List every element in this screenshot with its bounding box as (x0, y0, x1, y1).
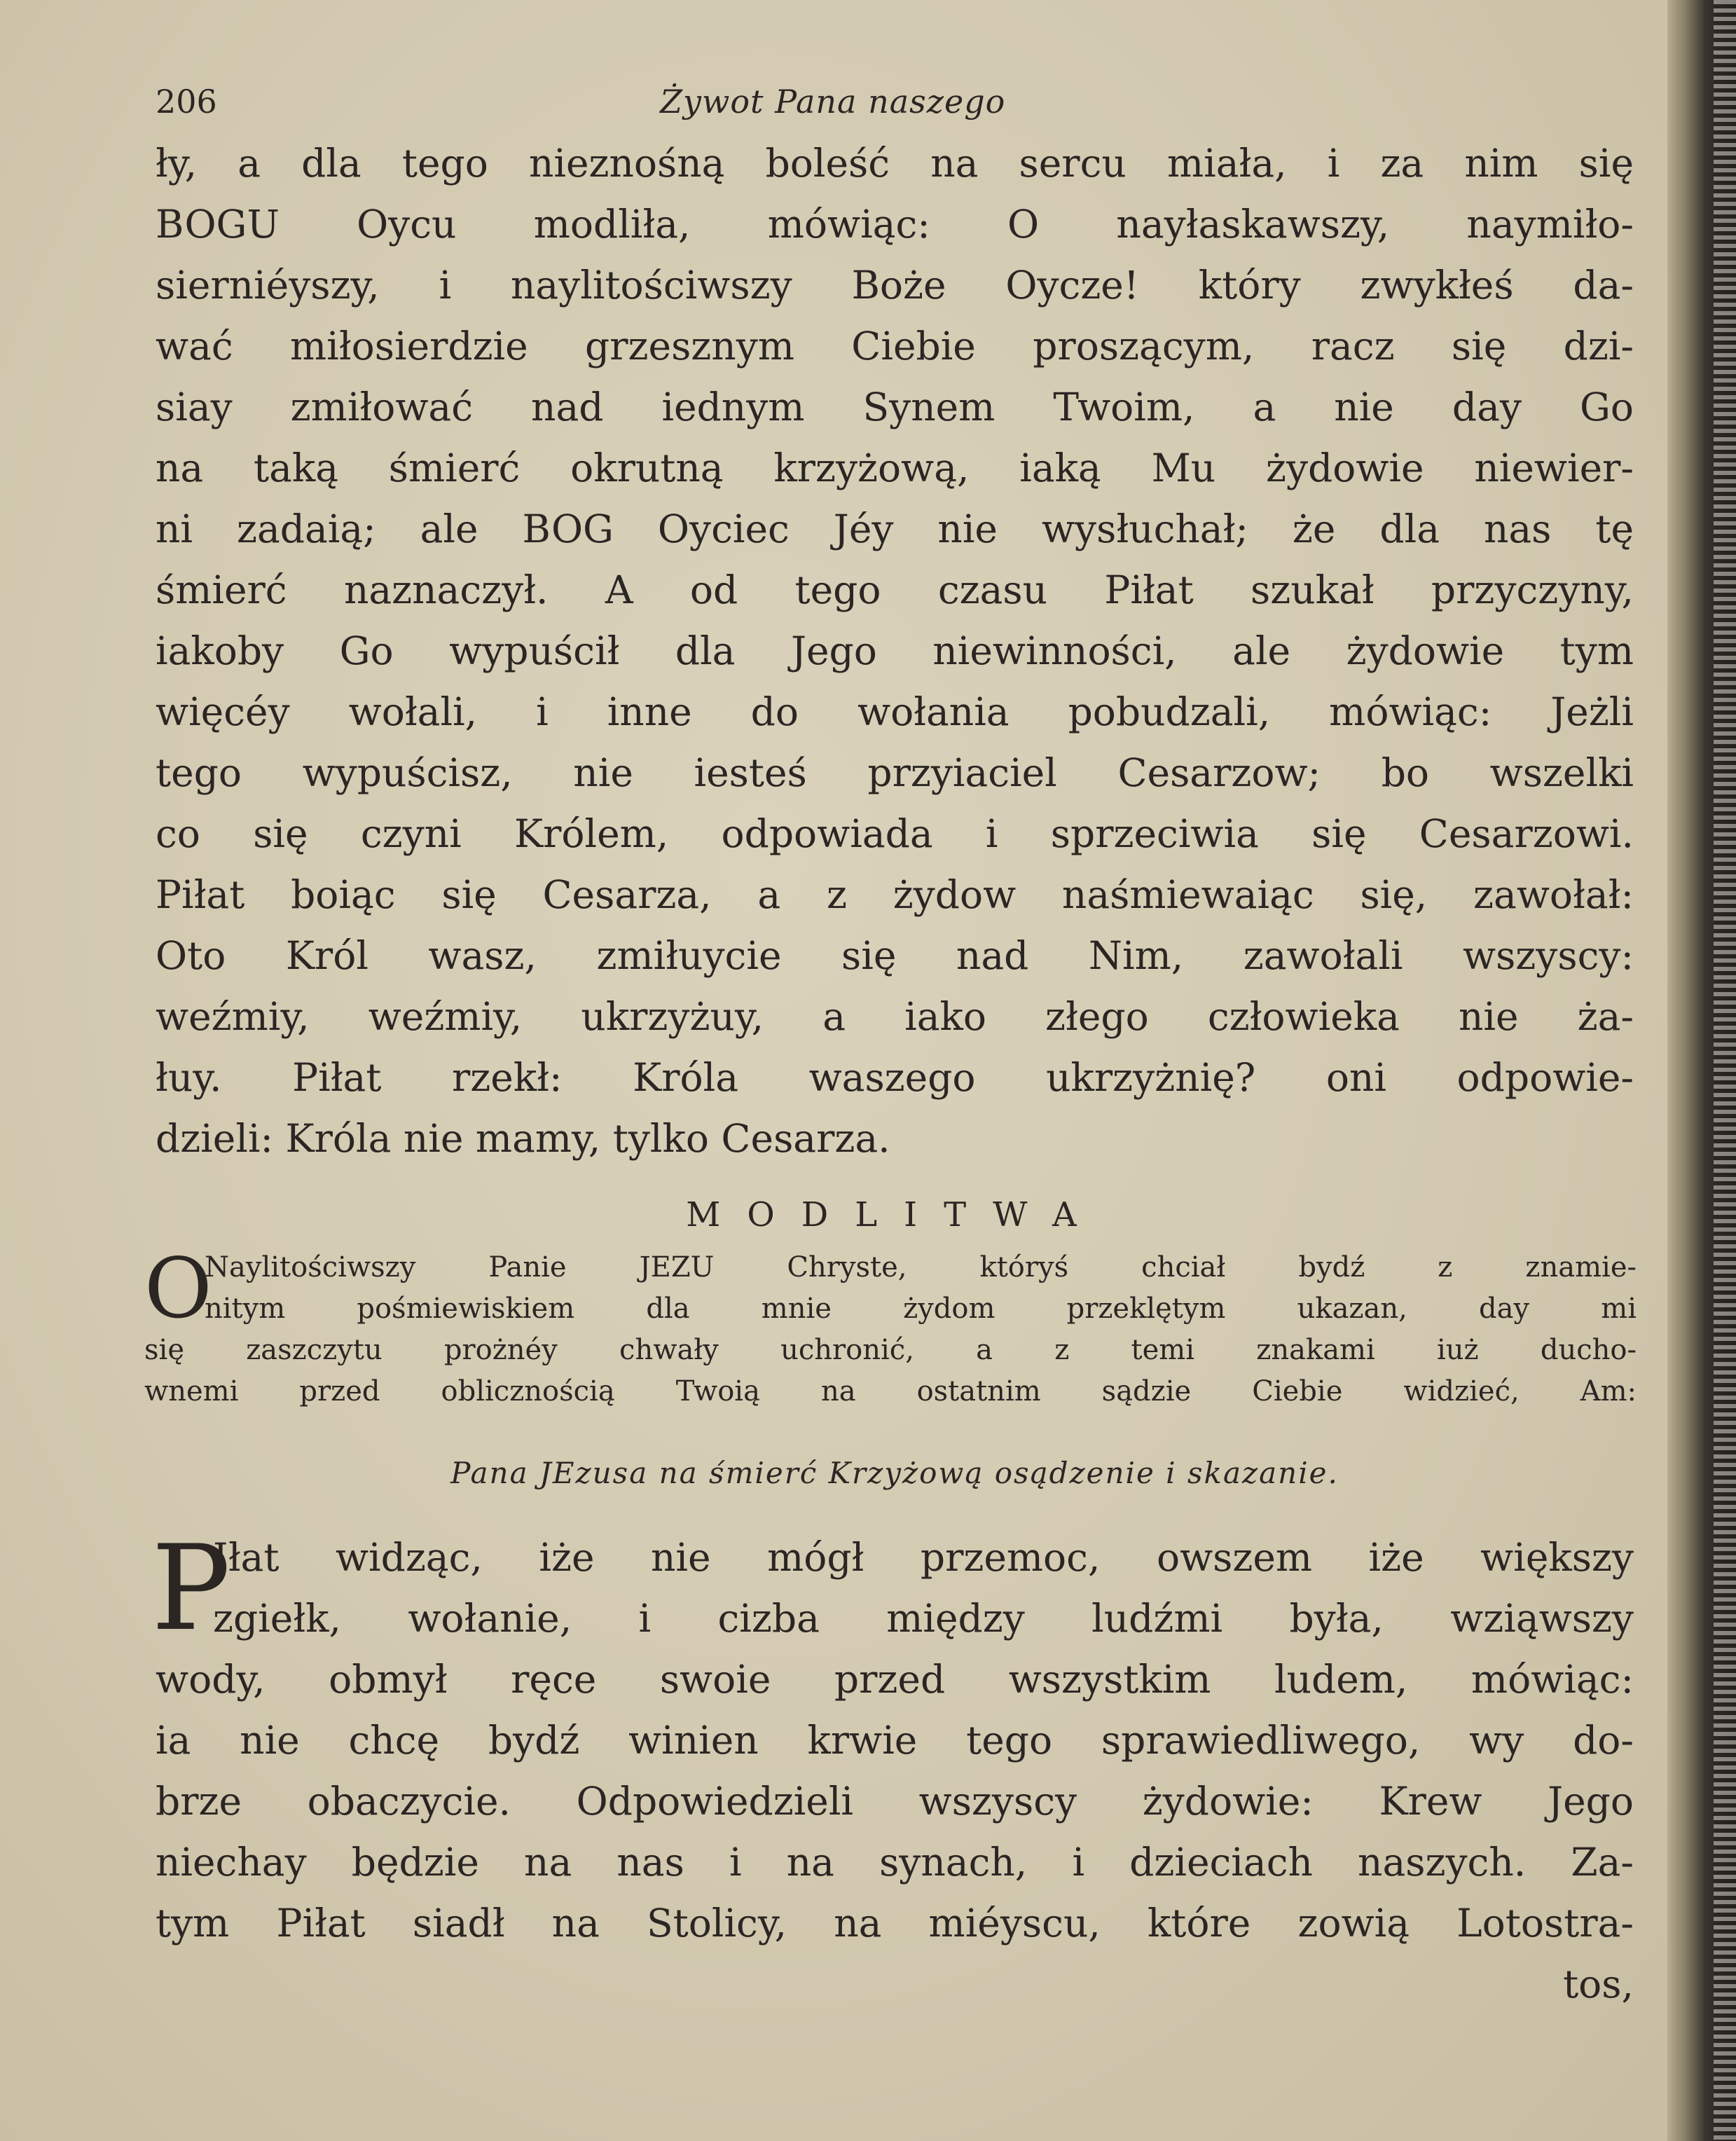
text-line: weźmiy, weźmiy, ukrzyżuy, a iako złego człowieka nie ża- (156, 994, 1634, 1039)
text-line: iakoby Go wypuścił dla Jego niewinności, ale żydowie tym (156, 628, 1634, 673)
text-line: sierniéyszy, i naylitościwszy Boże Oycze! który zwykłeś da- (156, 263, 1634, 308)
text-line: tego wypuścisz, nie iesteś przyiaciel Cesarzow; bo wszelki (156, 750, 1634, 795)
text-line: dzieli: Króla nie mamy, tylko Cesarza. (156, 1116, 890, 1161)
text-line: na taką śmierć okrutną krzyżową, iaką Mu żydowie niewier- (156, 446, 1634, 490)
text-line: zgiełk, wołanie, i cizba między ludźmi była, wziąwszy (213, 1596, 1634, 1641)
running-head: Żywot Pana naszego (660, 83, 1006, 121)
page-number: 206 (156, 83, 217, 121)
text-line: śmierć naznaczył. A od tego czasu Piłat szukał przyczyny, (156, 567, 1634, 612)
text-line: co się czyni Królem, odpowiada i sprzeciwia się Cesarzowi. (156, 811, 1634, 856)
text-line: Piłat boiąc się Cesarza, a z żydow naśmiewaiąc się, zawołał: (156, 872, 1634, 917)
text-line: wać miłosierdzie grzesznym Ciebie proszącym, racz się dzi- (156, 324, 1634, 369)
text-line: ia nie chcę bydź winien krwie tego sprawiedliwego, wy do- (156, 1718, 1634, 1763)
prayer-line: się zaszczytu prożnéy chwały uchronić, a z temi znakami iuż ducho- (144, 1334, 1637, 1366)
text-line: wody, obmył ręce swoie przed wszystkim ludem, mówiąc: (156, 1657, 1634, 1702)
prayer-line: Naylitościwszy Panie JEZU Chryste, któryś chciał bydź z znamie- (205, 1251, 1637, 1283)
paragraph-2 (151, 1520, 1634, 2015)
section-subheading: Pana JEzusa na śmierć Krzyżową osądzenie i skazanie. (450, 1456, 1339, 1490)
prayer-text (144, 1240, 1637, 1412)
prayer-line: nitym pośmiewiskiem dla mnie żydom przeklętym ukazan, day mi (205, 1293, 1637, 1325)
text-line: więcéy wołali, i inne do wołania pobudzali, mówiąc: Jeżli (156, 689, 1634, 734)
text-line: łuy. Piłat rzekł: Króla waszego ukrzyżnię? oni odpowie- (156, 1055, 1634, 1100)
prayer-heading: MODLITWA (686, 1195, 1103, 1234)
text-line: brze obaczycie. Odpowiedzieli wszyscy żydowie: Krew Jego (156, 1779, 1634, 1824)
drop-cap-o: O (144, 1240, 212, 1337)
text-line: Iłat widząc, iże nie mógł przemoc, owszem iże większy (213, 1535, 1634, 1580)
text-line: ni zadaią; ale BOG Oyciec Jéy nie wysłuchał; że dla nas tę (156, 507, 1634, 551)
paragraph-1 (156, 133, 1634, 1169)
prayer-line: wnemi przed oblicznością Twoią na ostatnim sądzie Ciebie widzieć, Am: (144, 1375, 1637, 1407)
text-line: niechay będzie na nas i na synach, i dzieciach naszych. Za- (156, 1840, 1634, 1885)
drop-cap-p: P (151, 1520, 231, 1657)
text-line: ły, a dla tego nieznośną boleść na sercu miała, i za nim się (156, 141, 1634, 186)
text-line: Oto Król wasz, zmiłuycie się nad Nim, zawołali wszyscy: (156, 933, 1634, 978)
page-header (156, 83, 1634, 132)
binding-edge (1714, 0, 1736, 2141)
text-line: siay zmiłować nad iednym Synem Twoim, a nie day Go (156, 385, 1634, 429)
text-line: BOGU Oycu modliła, mówiąc: O nayłaskawszy, naymiło- (156, 202, 1634, 247)
text-line: tym Piłat siadł na Stolicy, na miéyscu, które zowią Lotostra- (156, 1901, 1634, 1946)
catchword: tos, (1563, 1962, 1634, 2006)
